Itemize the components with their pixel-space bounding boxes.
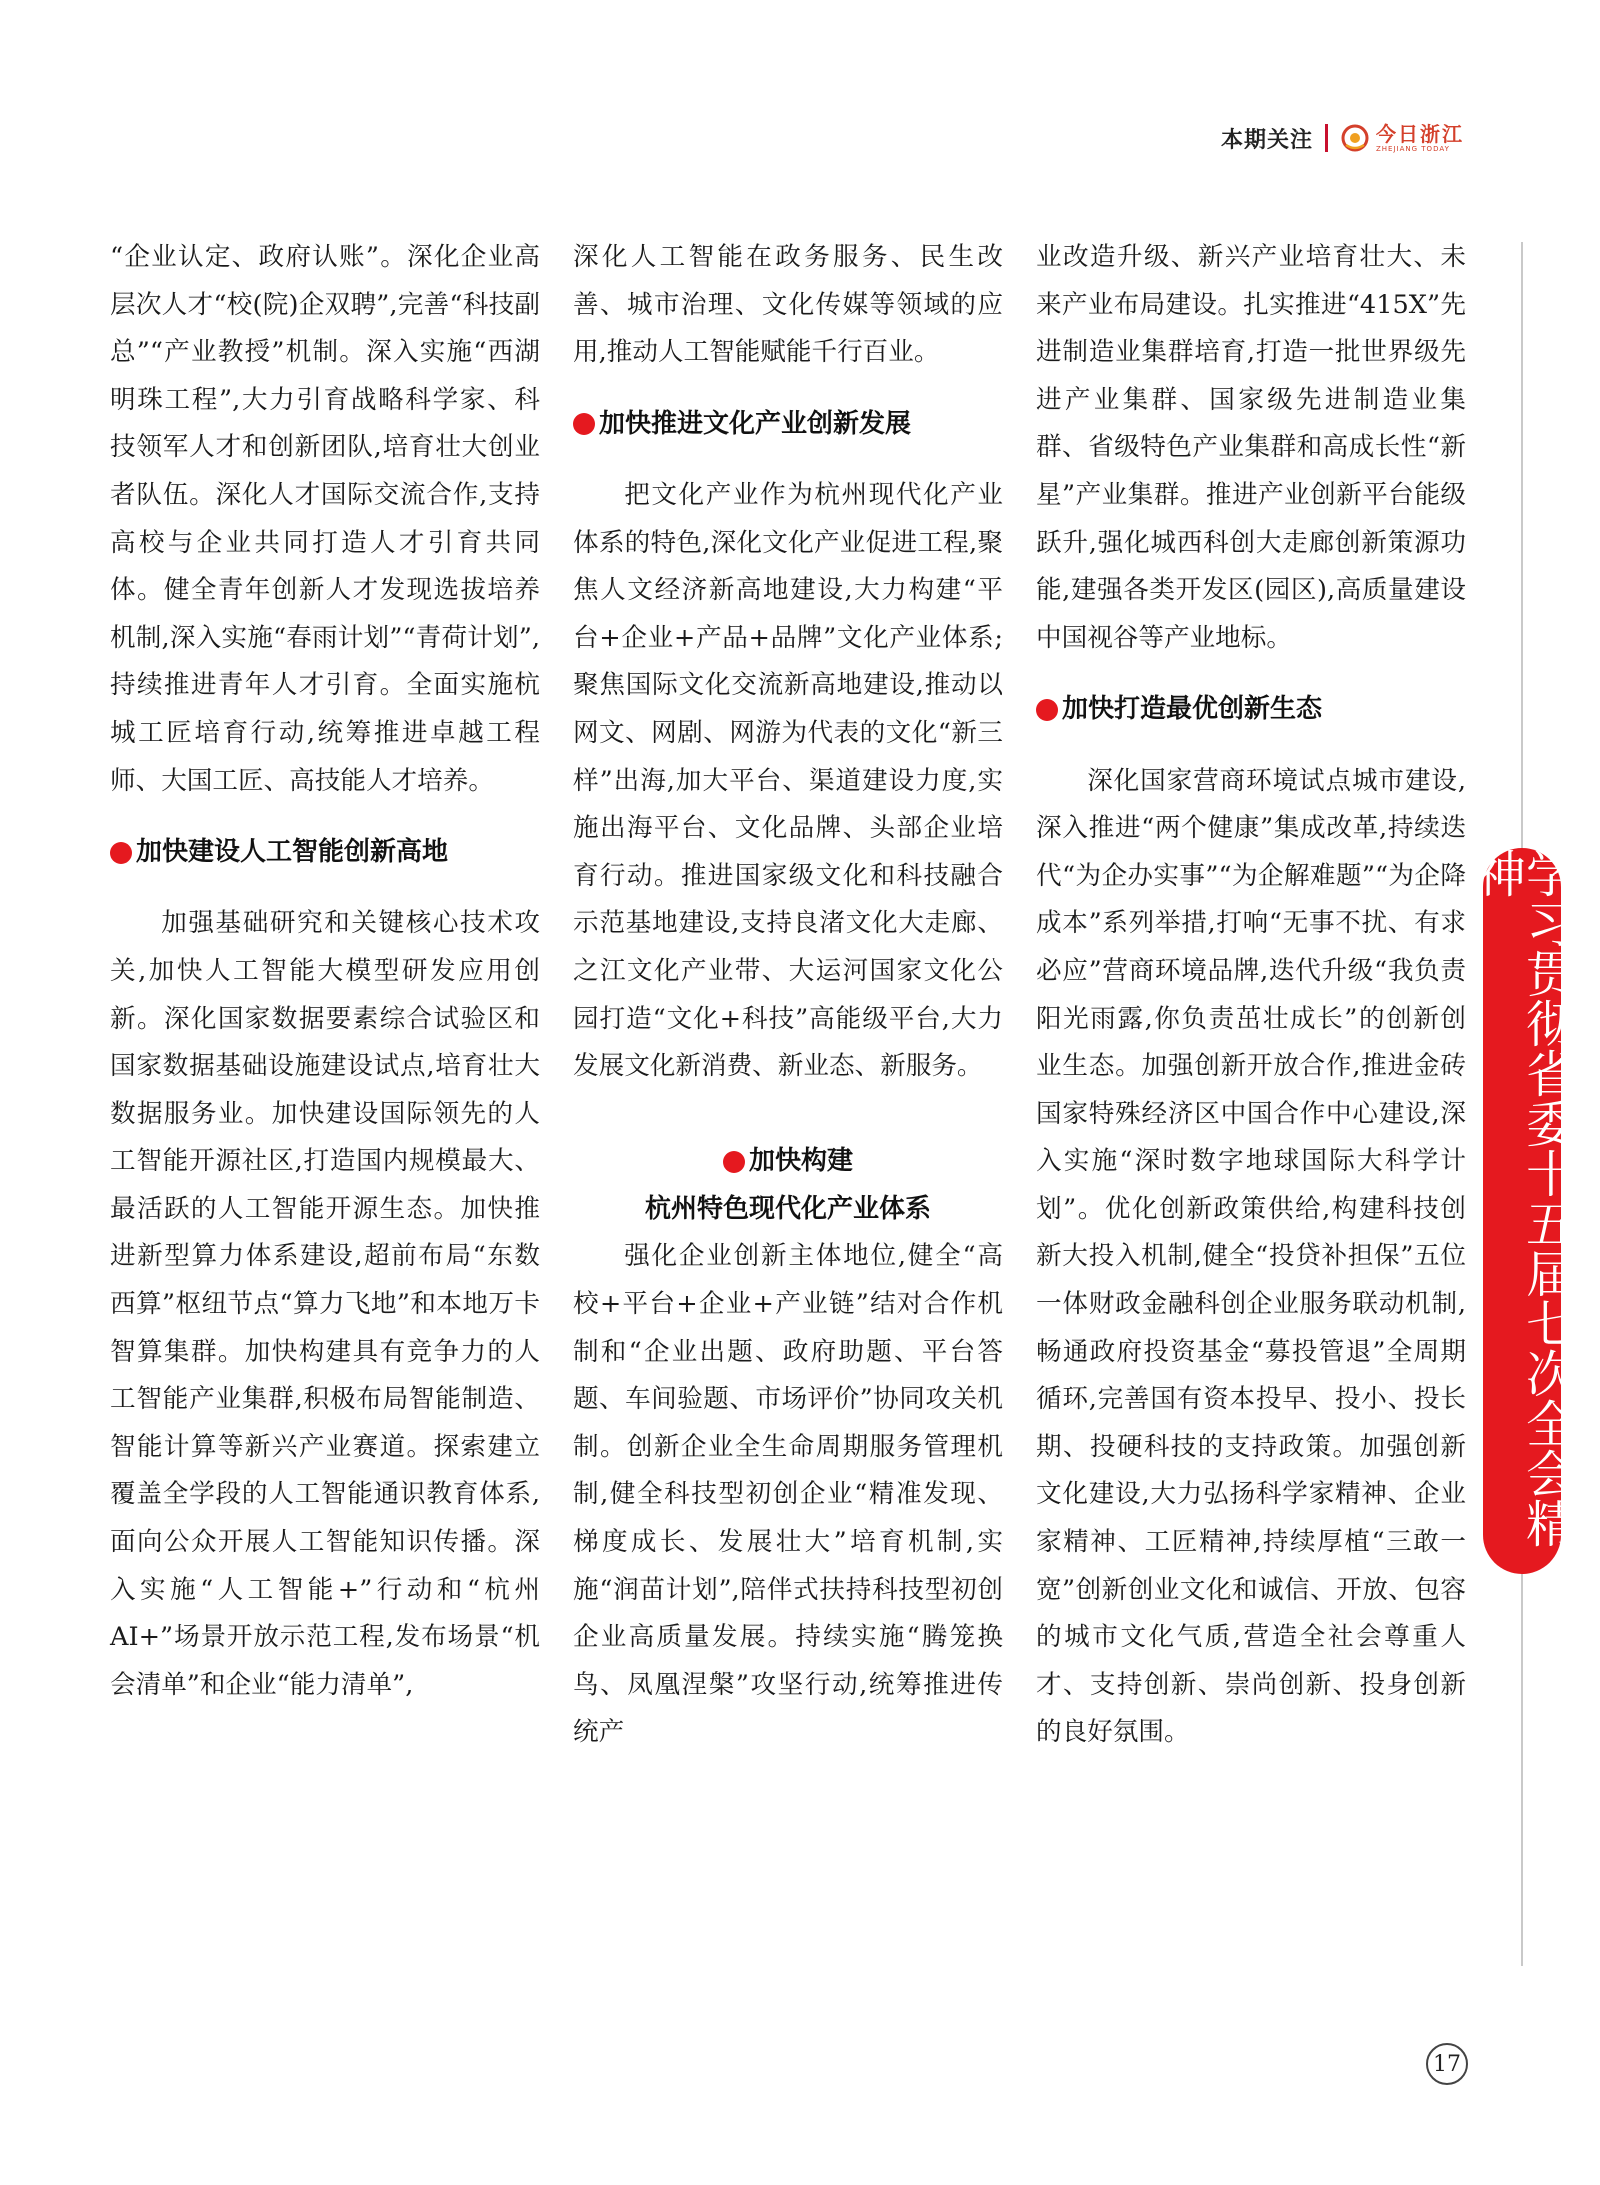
bullet-dot-icon [1036,699,1058,721]
paragraph: 业改造升级、新兴产业培育壮大、未来产业布局建设。扎实推进“415X”先进制造业集群培育,打造一批世界级先进产业集群、国家级先进制造业集群、省级特色产业集群和高成长性“新星”产业集群。推进产业创新平台能级跃升,强化城西科创大走廊创新策源功能,建强各类开发区(园区),高质量建设中国视谷等产业地标。 [1036,242,1466,653]
section-heading [573,1138,1003,1233]
heading-text: 加快推进文化产业创新发展 [599,408,912,439]
heading-text: 加快构建 [748,1146,853,1177]
paragraph: 强化企业创新主体地位,健全“高校+平台+企业+产业链”结对合作机制和“企业出题、政府助题、平台答题、车间验题、市场评价”协同攻关机制。创新企业全生命周期服务管理机制,健全科技型初创企业“精准发现、梯度成长、发展壮大”培育机制,实施“润苗计划”,陪伴式扶持科技型初创企业高质量发展。持续实施“腾笼换鸟、凤凰涅槃”攻坚行动,统筹推进传统产 [573,1241,1003,1748]
page-header [1221,118,1464,158]
logo-subtext: ZHEJIANG TODAY [1376,144,1450,153]
column-1 [110,234,540,1709]
bullet-dot-icon [110,842,132,864]
side-rule [1521,1574,1523,1966]
heading-text: 加快建设人工智能创新高地 [136,836,449,867]
bullet-dot-icon [573,413,595,435]
paragraph: 把文化产业作为杭州现代化产业体系的特色,深化文化产业促进工程,聚焦人文经济新高地建设,大力构建“平台+企业+产品+品牌”文化产业体系;聚焦国际文化交流新高地建设,推动以网文、网剧、网游为代表的文化“新三样”出海,加大平台、渠道建设力度,实施出海平台、文化品牌、头部企业培育行动。推进国家级文化和科技融合示范基地建设,支持良渚文化大走廊、之江文化产业带、大运河国家文化公园打造“文化+科技”高能级平台,大力发展文化新消费、新业态、新服务。 [573,479,1003,1082]
side-tab-label: 学习贯彻省委十五届七次全会精神 [1468,848,1576,1548]
column-3 [1036,234,1466,1757]
header-divider [1325,124,1328,152]
paragraph: 深化人工智能在政务服务、民生改善、城市治理、文化传媒等领域的应用,推动人工智能赋能千行百业。 [573,242,1003,368]
section-heading [110,805,540,900]
magazine-logo [1340,123,1464,153]
side-tab [1468,848,1576,1574]
paragraph: 加强基础研究和关键核心技术攻关,加快人工智能大模型研发应用创新。深化国家数据要素综合试验区和国家数据基础设施建设试点,培育壮大数据服务业。加快建设国际领先的人工智能开源社区,打造国内规模最大、最活跃的人工智能开源生态。加快推进新型算力体系建设,超前布局“东数西算”枢纽节点“算力飞地”和本地万卡智算集群。加快构建具有竞争力的人工智能产业集群,积极布局智能制造、智能计算等新兴产业赛道。探索建立覆盖全学段的人工智能通识教育体系,面向公众开展人工智能知识传播。深入实施“人工智能+”行动和“杭州AI+”场景开放示范工程,发布场景“机会清单”和企业“能力清单”, [110,908,540,1700]
section-heading [1036,662,1466,757]
heading-text: 加快打造最优创新生态 [1062,694,1323,725]
page-number: 17 [1426,2043,1468,2085]
section-heading [573,377,1003,472]
column-2 [573,234,1003,1757]
side-rule [1521,242,1523,848]
sun-logo-icon [1340,123,1370,153]
heading-text: 杭州特色现代化产业体系 [644,1193,931,1224]
section-label: 本期关注 [1220,127,1313,153]
logo-text: 今日浙江 [1376,121,1464,146]
bullet-dot-icon [723,1151,745,1173]
paragraph: “企业认定、政府认账”。深化企业高层次人才“校(院)企双聘”,完善“科技副总”“产业教授”机制。深入实施“西湖明珠工程”,大力引育战略科学家、科技领军人才和创新团队,培育壮大创业者队伍。深化人才国际交流合作,支持高校与企业共同打造人才引育共同体。健全青年创新人才发现选拔培养机制,深入实施“春雨计划”“青荷计划”,持续推进青年人才引育。全面实施杭城工匠培育行动,统筹推进卓越工程师、大国工匠、高技能人才培养。 [110,242,540,796]
paragraph: 深化国家营商环境试点城市建设,深入推进“两个健康”集成改革,持续迭代“为企办实事”“为企解难题”“为企降成本”系列举措,打响“无事不扰、有求必应”营商环境品牌,迭代升级“我负责阳光雨露,你负责茁壮成长”的创新创业生态。加强创新开放合作,推进金砖国家特殊经济区中国合作中心建设,深入实施“深时数字地球国际大科学计划”。优化创新政策供给,构建科技创新大投入机制,健全“投贷补担保”五位一体财政金融科创企业服务联动机制,畅通政府投资基金“募投管退”全周期循环,完善国有资本投早、投小、投长期、投硬科技的支持政策。加强创新文化建设,大力弘扬科学家精神、企业家精神、工匠精神,持续厚植“三敢一宽”创新创业文化和诚信、开放、包容的城市文化气质,营造全社会尊重人才、支持创新、崇尚创新、投身创新的良好氛围。 [1036,765,1466,1748]
